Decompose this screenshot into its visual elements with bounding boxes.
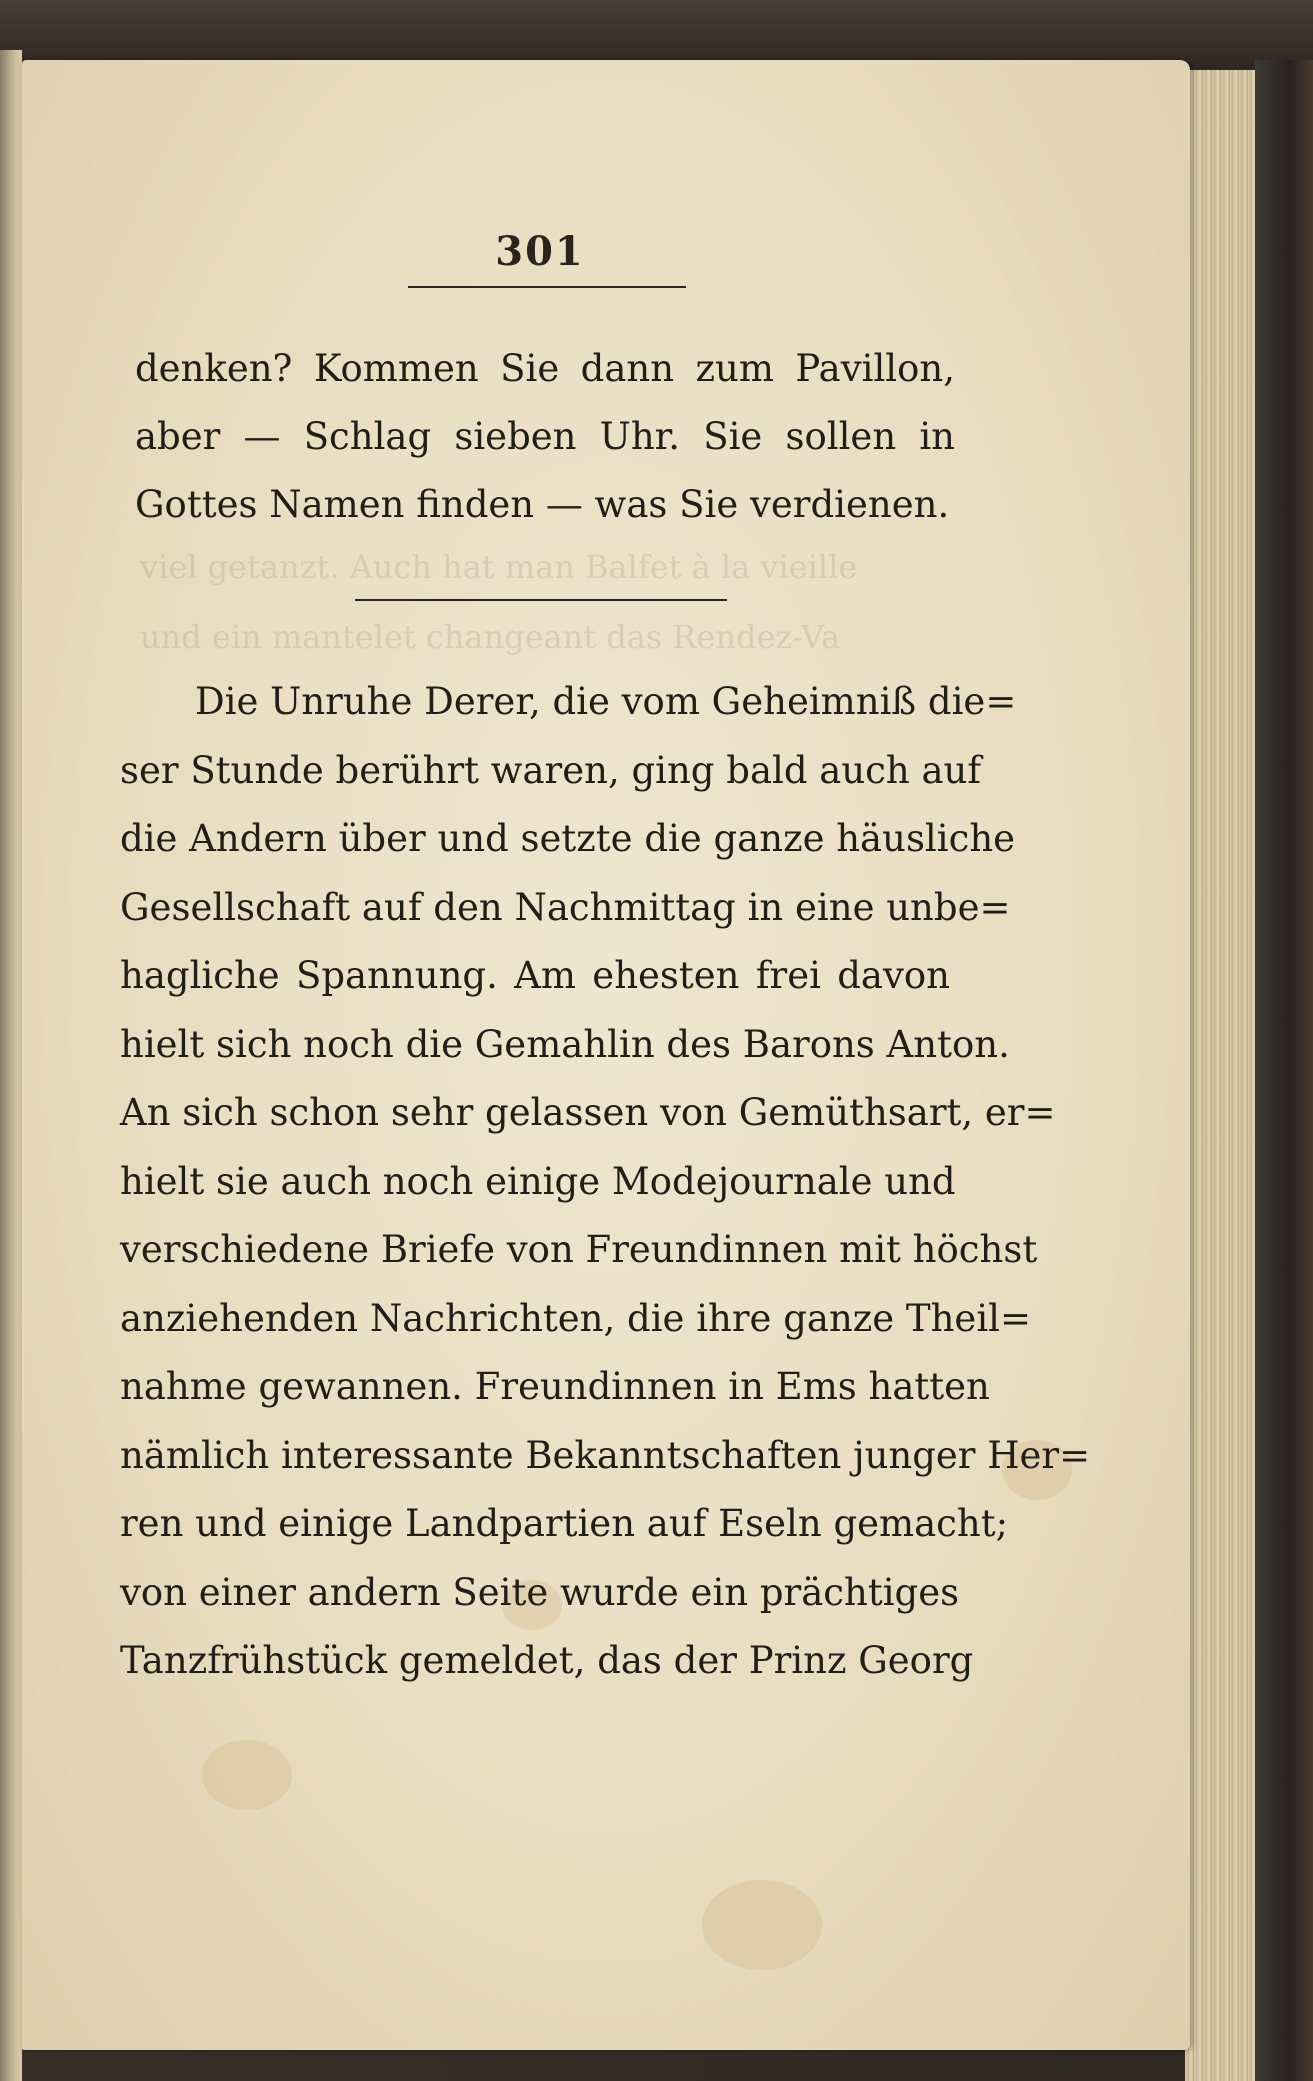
header-rule [408, 286, 686, 288]
text-line: hielt sie auch noch einige Modejournale und [120, 1159, 956, 1203]
text-line: An sich schon sehr gelassen von Gemüthsart, er= [120, 1091, 1056, 1134]
text-line: Gesellschaft auf den Nachmittag in eine unbe= [120, 885, 1011, 929]
text-line: von einer andern Seite wurde ein prächtiges [120, 1570, 960, 1614]
text-line: hagliche Spannung. Am ehesten frei davon [120, 954, 950, 997]
text-line: denken? Kommen Sie dann zum Pavillon, [135, 347, 955, 390]
text-line: nahme gewannen. Freundinnen in Ems hatten [120, 1365, 990, 1408]
text-line: die Andern über und setzte die ganze häusliche [120, 817, 1016, 860]
foxing-spot [202, 1740, 292, 1810]
text-line: ser Stunde berührt waren, ging bald auch auf [120, 748, 982, 792]
bleed-through-line: viel getanzt. Auch hat man Balfet à la vieille [140, 548, 858, 586]
text-line: nämlich interessante Bekanntschaften junger Her= [120, 1433, 1091, 1477]
bleed-through-line: und ein mantelet changeant das Rendez-Va [140, 618, 841, 656]
text-line: Gottes Namen finden — was Sie verdienen. [135, 483, 950, 526]
page-number: 301 [495, 228, 585, 275]
text-line: verschiedene Briefe von Freundinnen mit höchst [120, 1228, 1038, 1271]
text-line: Die Unruhe Derer, die vom Geheimniß die= [195, 680, 1017, 723]
text-line: Tanzfrühstück gemeldet, das der Prinz Georg [120, 1639, 974, 1682]
book-cover-right-edge [1255, 60, 1313, 2081]
text-line: aber — Schlag sieben Uhr. Sie sollen in [135, 415, 955, 458]
previous-page-edge [0, 50, 22, 2081]
section-divider-rule [355, 599, 727, 601]
body-paragraph [120, 668, 1091, 1696]
foxing-spot [702, 1880, 822, 1970]
text-line: anziehenden Nachrichten, die ihre ganze Theil= [120, 1296, 1031, 1340]
text-line: ren und einige Landpartien auf Eseln gemacht; [120, 1502, 1009, 1545]
section-end-paragraph [135, 335, 955, 539]
text-line: hielt sich noch die Gemahlin des Barons Anton. [120, 1022, 1010, 1066]
